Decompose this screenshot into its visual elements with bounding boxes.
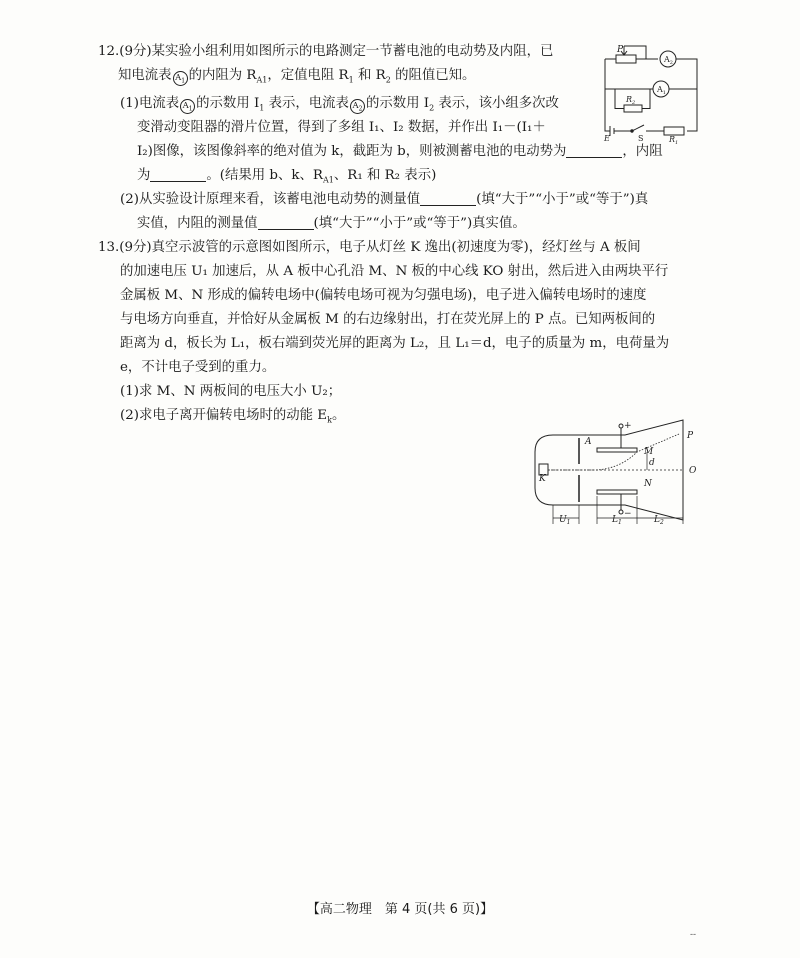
label-d: d	[649, 458, 655, 468]
rheostat-p	[616, 55, 636, 63]
label-l2: $L_2$	[654, 515, 664, 526]
plate-m	[597, 448, 637, 452]
answer-blank-emf-compare[interactable]	[420, 192, 476, 206]
answer-blank-emf[interactable]	[566, 144, 622, 158]
oscilloscope-tube-diagram	[533, 418, 713, 530]
q12-line-1: 12.(9分)某实验小组利用如图所示的电路测定一节蓄电池的电动势及内阻，已	[98, 44, 554, 59]
page-footer: 【高二物理 第 4 页(共 6 页)】	[306, 902, 494, 917]
svg-text:A2: $A_2$	[664, 55, 673, 66]
ammeter-a1-symbol: $A_1$	[180, 99, 195, 114]
svg-text:+: +	[624, 421, 632, 431]
circuit-diagram	[602, 42, 704, 146]
label-m: M	[644, 447, 654, 457]
ammeter-a1-symbol: $A_1$	[173, 71, 188, 86]
ammeter-a2-symbol: $A_2$	[350, 99, 365, 114]
q12-line-2: 知电流表 $A_1$ 的内阻为 $R_{A1}$，定值电阻 $R_1$ 和 $R_2$ 的阻值已知。	[118, 68, 476, 85]
q13-line-5: 距离为 d，板长为 L₁，板右端到荧光屏的距离为 L₂，且 L₁＝d，电子的质量为 m，电荷量为	[120, 336, 670, 351]
q12-part1-line-1: (1)电流表 $A_1$ 的示数用 $I_1$ 表示，电流表 $A_2$ 的示数用 $I_2$ 表示，该小组多次改	[120, 96, 559, 113]
q13-line-4: 与电场方向垂直，并恰好从金属板 M 的右边缘射出，打在荧光屏上的 P 点。已知两板间的	[120, 312, 656, 327]
label-o: O	[689, 466, 697, 476]
svg-text:S: S	[638, 134, 644, 143]
q13-part1: (1)求 M、N 两板间的电压大小 U₂；	[120, 384, 342, 399]
svg-text:R2: $R_2$	[626, 95, 636, 106]
label-l1: $L_1$	[612, 515, 622, 526]
svg-text:A1: $A_1$	[657, 85, 666, 96]
label-n: N	[644, 479, 652, 489]
answer-blank-resistance-compare[interactable]	[258, 216, 314, 230]
svg-text:R1: $R_1$	[669, 135, 679, 146]
q13-line-2: 的加速电压 U₁ 加速后，从 A 板中心孔沿 M、N 板的中心线 KO 射出，然后进入由两块平行	[120, 264, 669, 279]
corner-mark: --	[690, 930, 697, 940]
label-k: K	[539, 474, 546, 484]
battery-e	[610, 126, 614, 136]
label-p: P	[617, 45, 624, 55]
plate-n	[597, 490, 637, 494]
q13-line-3: 金属板 M、N 形成的偏转电场中(偏转电场可视为匀强电场)，电子进入偏转电场时的速度	[120, 288, 647, 303]
q12-part1-line-3: I₂)图像，该图像斜率的绝对值为 k，截距为 b，则被测蓄电池的电动势为 ，内阻	[137, 144, 663, 159]
answer-blank-resistance[interactable]	[150, 168, 206, 182]
q13-line-6: e，不计电子受到的重力。	[120, 360, 276, 375]
label-a: A	[585, 437, 592, 447]
q12-part1-line-4: 为 。(结果用 b、k、$R_{A1}$、R₁ 和 R₂ 表示)	[137, 168, 437, 185]
label-p-screen: P	[687, 431, 694, 441]
q13-line-1: 13.(9分)真空示波管的示意图如图所示，电子从灯丝 K 逸出(初速度为零)，经灯丝与 A 板间	[98, 240, 641, 255]
switch-s	[632, 125, 644, 131]
q12-part2-line-2: 实值，内阻的测量值 (填“大于”“小于”或“等于”)真实值。	[137, 216, 526, 231]
resistor-r1	[664, 127, 684, 135]
resistor-r2	[624, 105, 642, 112]
q12-part2-line-1: (2)从实验设计原理来看，该蓄电池电动势的测量值 (填“大于”“小于”或“等于”)真	[120, 192, 649, 207]
svg-text:E: E	[604, 134, 610, 143]
terminal-plus	[619, 424, 623, 428]
q13-part2: (2)求电子离开偏转电场时的动能 $E_k$。	[120, 408, 346, 425]
label-u1: $U_1$	[559, 515, 571, 526]
q12-part1-line-2: 变滑动变阻器的滑片位置，得到了多组 I₁、I₂ 数据，并作出 I₁－(I₁＋	[137, 120, 546, 135]
svg-text:−: −	[624, 509, 632, 519]
terminal-minus	[619, 510, 623, 514]
